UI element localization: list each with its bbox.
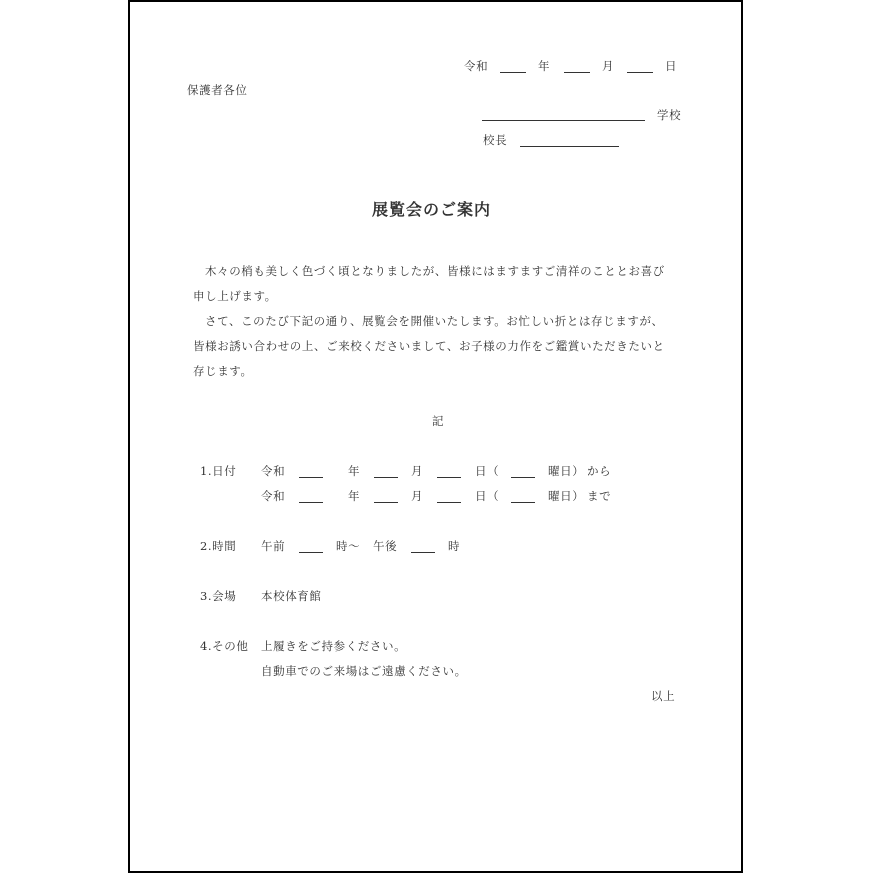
header-day-blank: [627, 72, 653, 73]
date-day-blank: [437, 477, 461, 478]
header-era: 令和: [464, 59, 489, 73]
body-line: 木々の梢も美しく色づく頃となりましたが、皆様にはますますご清祥のこととお喜び: [205, 264, 665, 278]
item-date-day: 日（: [475, 464, 500, 478]
closing: 以上: [651, 689, 676, 703]
item-other-label: 4.その他: [200, 639, 249, 653]
item-date-day: 日（: [475, 489, 500, 503]
header-day-label: 日: [665, 59, 678, 73]
ki-heading: 記: [432, 414, 445, 428]
school-name-blank: [482, 120, 645, 121]
body-line: 申し上げます。: [193, 289, 277, 303]
item-venue-label: 3.会場: [200, 589, 237, 603]
principal-name-blank: [520, 146, 619, 147]
item-date-label: 1.日付: [200, 464, 237, 478]
item-time-hour-tilde: 時～: [336, 539, 361, 553]
item-date-weekday: 曜日）: [548, 489, 585, 503]
item-time-hour: 時: [448, 539, 461, 553]
header-year-blank: [500, 72, 526, 73]
body-line: さて、このたび下記の通り、展覧会を開催いたします。お忙しい折とは存じますが、: [205, 314, 664, 328]
item-other-line2: 自動車でのご来場はご遠慮ください。: [261, 664, 467, 678]
header-year-label: 年: [538, 59, 551, 73]
item-date-month: 月: [411, 464, 424, 478]
item-date-year: 年: [348, 464, 361, 478]
item-date-era: 令和: [261, 489, 286, 503]
body-line: 皆様お誘い合わせの上、ご来校くださいまして、お子様の力作をご鑑賞いただきたいと: [193, 339, 665, 353]
item-time-pm: 午後: [373, 539, 398, 553]
header-month-label: 月: [602, 59, 615, 73]
item-time-label: 2.時間: [200, 539, 237, 553]
item-date-era: 令和: [261, 464, 286, 478]
date-month-blank: [374, 477, 398, 478]
item-date-from: から: [587, 464, 612, 478]
school-suffix: 学校: [657, 108, 682, 122]
time-pm-blank: [411, 552, 435, 553]
item-venue-value: 本校体育館: [261, 589, 322, 603]
date-year-blank: [299, 477, 323, 478]
item-other-line1: 上履きをご持参ください。: [261, 639, 407, 653]
date-month-blank: [374, 502, 398, 503]
principal-label: 校長: [483, 133, 508, 147]
item-date-weekday: 曜日）: [548, 464, 585, 478]
time-am-blank: [299, 552, 323, 553]
item-date-year: 年: [348, 489, 361, 503]
page-title: 展覧会のご案内: [372, 200, 492, 219]
item-date-until: まで: [587, 489, 612, 503]
header-month-blank: [564, 72, 590, 73]
document-page: [128, 0, 743, 873]
date-weekday-blank: [511, 502, 535, 503]
body-line: 存じます。: [193, 364, 253, 378]
date-day-blank: [437, 502, 461, 503]
date-weekday-blank: [511, 477, 535, 478]
item-time-am: 午前: [261, 539, 286, 553]
addressee: 保護者各位: [187, 83, 248, 97]
item-date-month: 月: [411, 489, 424, 503]
date-year-blank: [299, 502, 323, 503]
